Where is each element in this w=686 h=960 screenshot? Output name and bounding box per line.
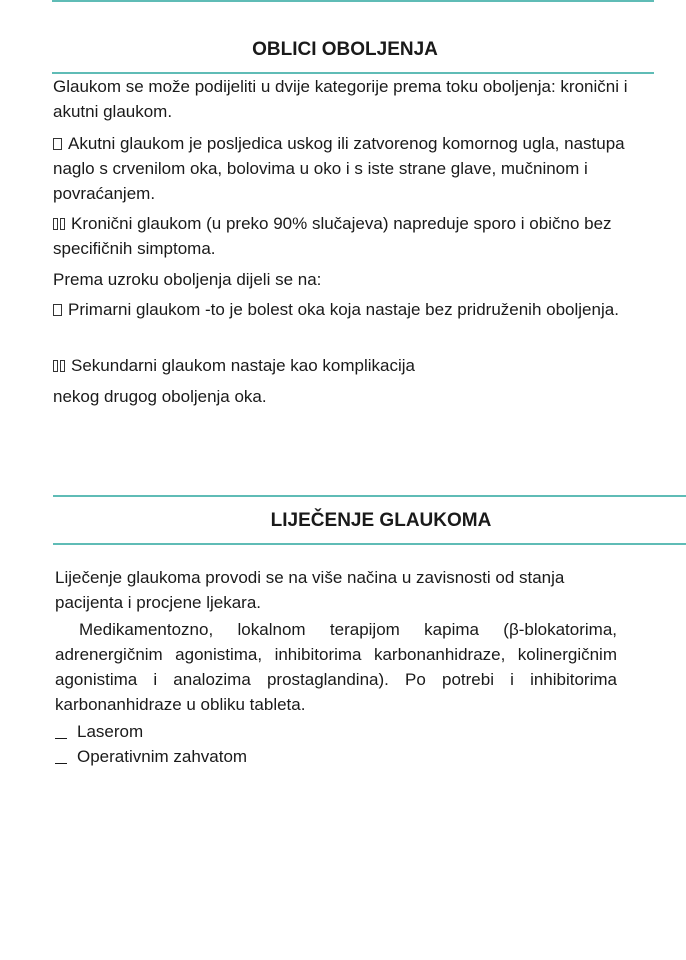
secondary-text-line1: Sekundarni glaukom nastaje kao komplikacija (71, 356, 415, 375)
chronic-paragraph (53, 211, 643, 261)
section-divider-liječenje (53, 495, 686, 497)
primary-paragraph (53, 297, 643, 322)
section-title-lijecenje: LIJEČENJE GLAUKOMA (270, 510, 492, 531)
secondary-paragraph (53, 353, 643, 378)
acute-text: Akutni glaukom je posljedica uskog ili zatvorenog komornog ugla, nastupa naglo s crvenilom oka, bolovima u oko i s iste strane glave, mučninom i povraćanjem. (53, 134, 625, 203)
medical-paragraph (55, 617, 617, 717)
acute-paragraph (53, 131, 643, 206)
secondary-continuation (53, 384, 643, 409)
dash-bullet-icon (55, 755, 67, 764)
treatment-intro-paragraph (55, 565, 615, 615)
secondary-text-line2: nekog drugog oboljenja oka. (53, 387, 267, 406)
chronic-text: Kronični glaukom (u preko 90% slučajeva) napreduje sporo i obično bez specifičnih simptoma. (53, 214, 612, 258)
surgery-item (55, 744, 615, 769)
surgery-text: Operativnim zahvatom (77, 747, 248, 766)
cause-intro-text: Prema uzroku oboljenja dijeli se na: (53, 270, 322, 289)
top-divider (52, 0, 654, 2)
dash-bullet-icon (55, 730, 67, 739)
primary-text: Primarni glaukom -to je bolest oka koja nastaje bez pridruženih oboljenja. (68, 300, 619, 319)
square-bullet-icon (53, 304, 62, 316)
laser-text: Laserom (77, 722, 144, 741)
section-title-underline-lijecenje (53, 543, 686, 545)
treatment-intro-text: Liječenje glaukoma provodi se na više načina u zavisnosti od stanja pacijenta i procjene ljekara. (55, 568, 565, 612)
laser-item (55, 719, 615, 744)
cause-intro-paragraph (53, 267, 643, 292)
square-bullet-icon (53, 138, 62, 150)
medical-text: Medikamentozno, lokalnom terapijom kapima (β-blokatorima, adrenergičnim agonistima, inhibitorima karbonanhidraze, kolinergičnim agonistima i analozima prostaglandina). Po potrebi i inhibitorima karbonanhidraze u obliku tableta. (55, 620, 617, 714)
intro-text: Glaukom se može podijeliti u dvije kategorije prema toku oboljenja: kronični i akutni glaukom. (53, 77, 628, 121)
intro-paragraph (53, 74, 643, 124)
double-square-bullet-icon (53, 218, 67, 230)
section-title-oblici: OBLICI OBOLJENJA (252, 39, 438, 60)
double-square-bullet-icon (53, 360, 67, 372)
